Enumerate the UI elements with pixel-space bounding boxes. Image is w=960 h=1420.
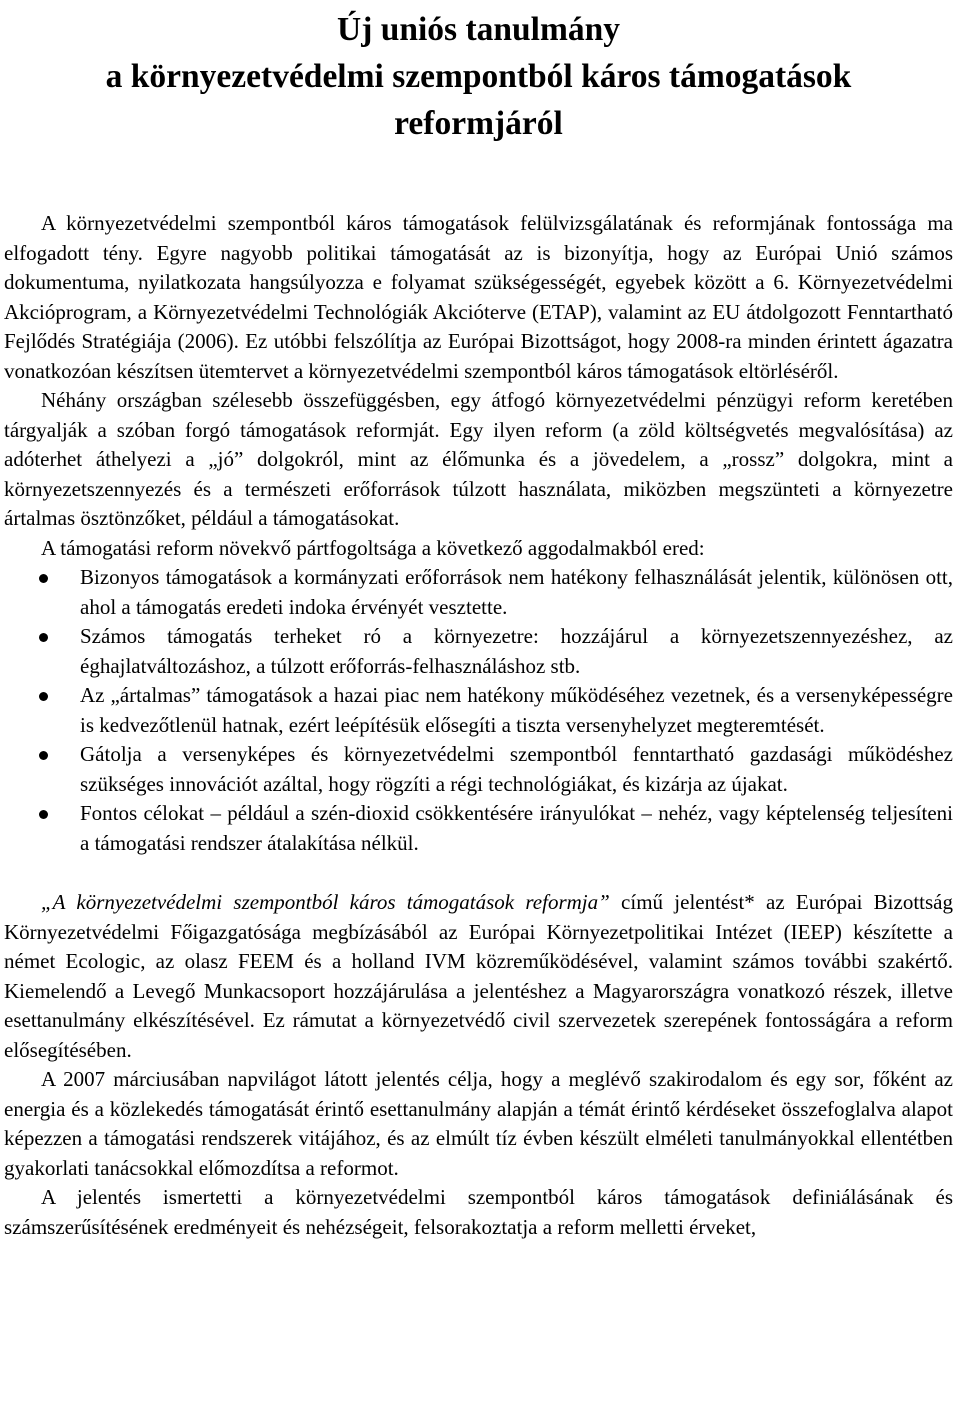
title-line-2: a környezetvédelmi szempontból káros támogatások — [105, 58, 852, 95]
paragraph-intro: A környezetvédelmi szempontból káros támogatások felülvizsgálatának és reformjának fontossága ma elfogadott tény. Egyre nagyobb politikai támogatását az is bizonyítja, hogy az Európai Unió számos dokumentuma, nyilatkozata hangsúlyozza e folyamat szükségességét, egyebek között a 6. Környezetvédelmi Akcióprogram, a Környezetvédelmi Technológiák Akcióterve (ETAP), valamint az EU átdolgozott Fenntartható Fejlődés Stratégiája (2006). Ez utóbbi felszólítja az Európai Bizottságot, hogy 2008-ra minden érintett ágazatra vonatkozóan készítsen ütemtervet a környezetvédelmi szempontból káros támogatások eltörléséről. — [4, 211, 953, 383]
bullet-icon — [39, 633, 48, 642]
list-item-text: Bizonyos támogatások a kormányzati erőforrások nem hatékony felhasználását jelentik, különösen ott, ahol a támogatás eredeti indoka érvényét vesztette. — [80, 565, 953, 619]
list-item — [4, 681, 953, 740]
paragraph-concerns-lead: A támogatási reform növekvő pártfogoltsága a következő aggodalmakból ered: — [41, 535, 705, 560]
list-item-text: Az „ártalmas” támogatások a hazai piac nem hatékony működéséhez vezetnek, és a versenyképességre is kedvezőtlenül hatnak, ezért leépítésük elősegíti a tiszta versenyhelyzet megteremtését. — [80, 683, 953, 737]
concerns-list — [4, 563, 953, 858]
report-title: „A környezetvédelmi szempontból káros támogatások reformja” — [41, 890, 610, 914]
list-item-text: Fontos célokat – például a szén-dioxid csökkentésére irányulókat – nehéz, vagy képtelenség teljesíteni a támogatási rendszer átalakítása nélkül. — [80, 801, 953, 855]
list-item-text: Számos támogatás terheket ró a környezetre: hozzájárul a környezetszennyezéshez, az éghajlatváltozáshoz, a túlzott erőforrás-felhasználáshoz stb. — [80, 624, 953, 678]
document-body — [4, 209, 953, 1242]
report-description: című jelentést* az Európai Bizottság Környezetvédelmi Főigazgatósága megbízásából az Európai Környezetpolitikai Intézet (IEEP) készítette a német Ecologic, az olasz FEEM és a holland IVM közreműködésével, valamint számos további szakértő. Kiemelendő a Levegő Munkacsoport hozzájárulása a jelentéshez a Magyarországra vonatkozó részek, illetve esettanulmány elkészítésével. Ez rámutat a környezetvédő civil szervezetek szerepének fontosságára a reform elősegítésében. — [4, 890, 953, 1062]
bullet-icon — [39, 810, 48, 819]
document-title — [4, 0, 953, 147]
paragraph-report-goal: A 2007 márciusában napvilágot látott jelentés célja, hogy a meglévő szakirodalom és egy sor, főként az energia és a közlekedés támogatását érintő esettanulmány alapján a témát érintő kérdéseket összefoglalva alapot képezzen a támogatási rendszerek vitájához, és az elmúlt tíz évben készült elméleti tanulmányokkal ellentétben gyakorlati tanácsokkal előmozdítsa a reformot. — [4, 1067, 953, 1180]
paragraph-spacer — [4, 858, 953, 888]
paragraph-report-contents: A jelentés ismertetti a környezetvédelmi szempontból káros támogatások definiálásának és számszerűsítésének eredményeit és nehézségeit, felsorakoztatja a reform melletti érveket, — [4, 1185, 953, 1239]
list-item-text: Gátolja a versenyképes és környezetvédelmi szempontból fenntartható gazdasági működéshez szükséges innovációt azáltal, hogy rögzíti a régi technológiákat, és kizárja az újakat. — [80, 742, 953, 796]
paragraph-report — [4, 888, 953, 1065]
title-line-1: Új uniós tanulmány — [337, 11, 620, 48]
list-item — [4, 622, 953, 681]
paragraph-green-budget: Néhány országban szélesebb összefüggésben, egy átfogó környezetvédelmi pénzügyi reform keretében tárgyalják a szóban forgó támogatások reformját. Egy ilyen reform (a zöld költségvetés megvalósítása) az adóterhet áthelyezi a „jó” dolgokról, mint az élőmunka és a jövedelem, a „rossz” dolgokra, mint a környezetszennyezés és a természeti erőforrások túlzott használata, miközben megszünteti a környezetre ártalmas ösztönzőket, például a támogatásokat. — [4, 388, 953, 530]
bullet-icon — [39, 751, 48, 760]
title-line-3: reformjáról — [394, 105, 563, 142]
list-item — [4, 740, 953, 799]
list-item — [4, 799, 953, 858]
bullet-icon — [39, 574, 48, 583]
bullet-icon — [39, 692, 48, 701]
list-item — [4, 563, 953, 622]
